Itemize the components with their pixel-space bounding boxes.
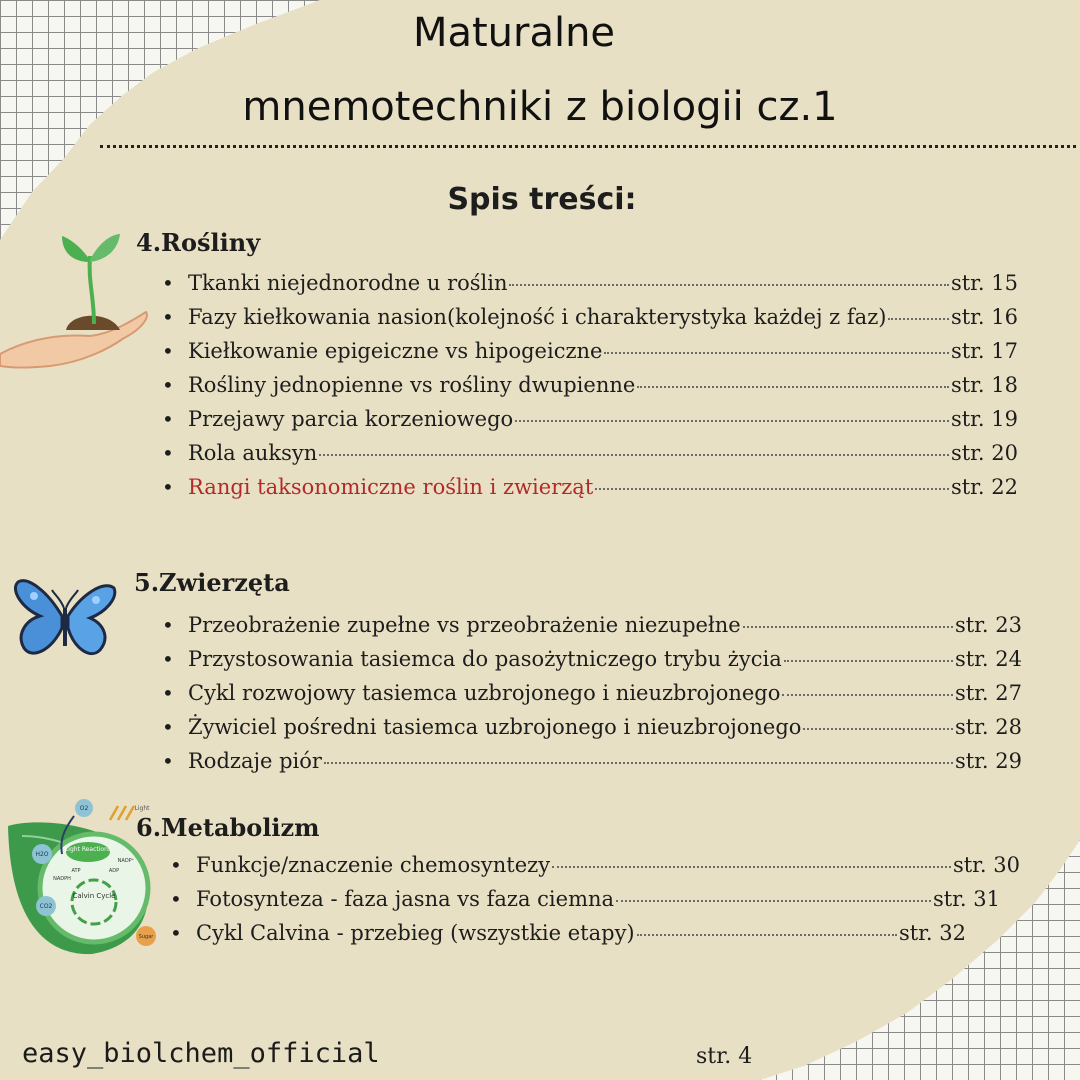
light-reactions-label: Light Reactions (64, 846, 112, 853)
dot-leader (888, 318, 949, 320)
dot-leader (515, 420, 949, 422)
adp-label: ADP (108, 868, 120, 874)
toc-item-label: Przejawy parcia korzeniowego (188, 407, 514, 431)
butterfly-icon (12, 572, 118, 664)
bullet: • (162, 339, 174, 363)
seedling-in-hand-icon (0, 226, 152, 376)
toc-item[interactable] (162, 300, 1018, 334)
toc-item-label: Fotosynteza - faza jasna vs faza ciemna (196, 887, 615, 911)
bullet: • (162, 373, 174, 397)
toc-item-label: Kiełkowanie epigeiczne vs hipogeiczne (188, 339, 603, 363)
toc-item-page: str. 30 (952, 853, 1020, 877)
toc-item-label: Rangi taksonomiczne roślin i zwierząt (188, 475, 594, 499)
toc-item[interactable] (162, 642, 1022, 676)
dot-leader (552, 866, 951, 868)
dot-leader (637, 386, 949, 388)
toc-item-label: Funkcje/znaczenie chemosyntezy (196, 853, 551, 877)
bullet: • (162, 647, 174, 671)
o2-label: O2 (79, 805, 89, 812)
toc-item-page: str. 18 (950, 373, 1018, 397)
toc-item[interactable] (162, 368, 1018, 402)
toc-item-label: Rola auksyn (188, 441, 318, 465)
bullet: • (162, 715, 174, 739)
toc-item[interactable] (162, 710, 1022, 744)
bullet: • (162, 271, 174, 295)
nadph-label: NADPH (53, 876, 71, 882)
toc-item-label: Cykl rozwojowy tasiemca uzbrojonego i nieuzbrojonego (188, 681, 781, 705)
title-line-1: Maturalne (412, 10, 616, 56)
toc-item-page: str. 19 (950, 407, 1018, 431)
sugar-label: Sugar (138, 934, 154, 940)
dotted-divider (100, 145, 1076, 148)
bullet: • (170, 853, 182, 877)
footer-handle: easy_biolchem_official (22, 1038, 380, 1069)
toc-item-page: str. 27 (954, 681, 1022, 705)
toc-list-animals (162, 608, 1022, 778)
toc-item-page: str. 22 (950, 475, 1018, 499)
dot-leader (803, 728, 953, 730)
bullet: • (170, 887, 182, 911)
nadp-label: NADP⁺ (117, 858, 135, 864)
bullet: • (170, 921, 182, 945)
toc-item-label: Tkanki niejednorodne u roślin (188, 271, 508, 295)
atp-label: ATP (71, 868, 81, 874)
title-line-2: mnemotechniki z biologii cz.1 (242, 84, 838, 130)
toc-item-label: Przeobrażenie zupełne vs przeobrażenie niezupełne (188, 613, 741, 637)
toc-item-page: str. 29 (954, 749, 1022, 773)
dot-leader (637, 934, 897, 936)
toc-item-page: str. 23 (954, 613, 1022, 637)
section-title-animals: 5.Zwierzęta (134, 568, 290, 597)
section-title-plants: 4.Rośliny (136, 228, 261, 257)
dot-leader (743, 626, 953, 628)
bullet: • (162, 749, 174, 773)
section-title-metabolism: 6.Metabolizm (136, 813, 320, 842)
toc-item-label: Żywiciel pośredni tasiemca uzbrojonego i nieuzbrojonego (188, 715, 802, 739)
toc-item[interactable] (162, 436, 1018, 470)
toc-item-label: Cykl Calvina - przebieg (wszystkie etapy) (196, 921, 635, 945)
dot-leader (616, 900, 931, 902)
toc-item-page: str. 15 (950, 271, 1018, 295)
toc-list-metabolism (170, 848, 1020, 950)
bullet: • (162, 613, 174, 637)
toc-item[interactable] (162, 402, 1018, 436)
bullet: • (162, 407, 174, 431)
h2o-label: H2O (35, 851, 49, 858)
toc-item-page: str. 16 (950, 305, 1018, 329)
toc-item[interactable] (162, 266, 1018, 300)
toc-item[interactable] (170, 916, 966, 950)
toc-item-page: str. 20 (950, 441, 1018, 465)
toc-item[interactable] (162, 334, 1018, 368)
toc-item-page: str. 28 (954, 715, 1022, 739)
toc-item[interactable] (170, 848, 1020, 882)
toc-item-label: Fazy kiełkowania nasion(kolejność i charakterystyka każdej z faz) (188, 305, 887, 329)
dot-leader (509, 284, 948, 286)
toc-item-page: str. 17 (950, 339, 1018, 363)
bullet: • (162, 441, 174, 465)
toc-item-label: Przystosowania tasiemca do pasożytniczego trybu życia (188, 647, 782, 671)
footer-page-number: str. 4 (696, 1044, 753, 1069)
bullet: • (162, 681, 174, 705)
bullet: • (162, 305, 174, 329)
light-label: Light (134, 805, 150, 812)
dot-leader (595, 488, 949, 490)
toc-list-plants (162, 266, 1018, 504)
toc-item-highlighted[interactable] (162, 470, 1018, 504)
dot-leader (782, 694, 953, 696)
toc-item[interactable] (162, 744, 1022, 778)
toc-item-page: str. 32 (898, 921, 966, 945)
dot-leader (604, 352, 948, 354)
calvin-cycle-label: Calvin Cycle (72, 892, 116, 900)
dot-leader (784, 660, 953, 662)
toc-item-label: Rośliny jednopienne vs rośliny dwupienne (188, 373, 636, 397)
bullet: • (162, 475, 174, 499)
toc-item[interactable] (162, 676, 1022, 710)
toc-item-label: Rodzaje piór (188, 749, 322, 773)
toc-heading: Spis treści: (447, 182, 637, 217)
toc-item-page: str. 24 (954, 647, 1022, 671)
dot-leader (319, 454, 949, 456)
co2-label: CO2 (39, 903, 53, 910)
toc-item[interactable] (162, 608, 1022, 642)
toc-item-page: str. 31 (932, 887, 1000, 911)
toc-item[interactable] (170, 882, 1000, 916)
dot-leader (324, 762, 953, 764)
